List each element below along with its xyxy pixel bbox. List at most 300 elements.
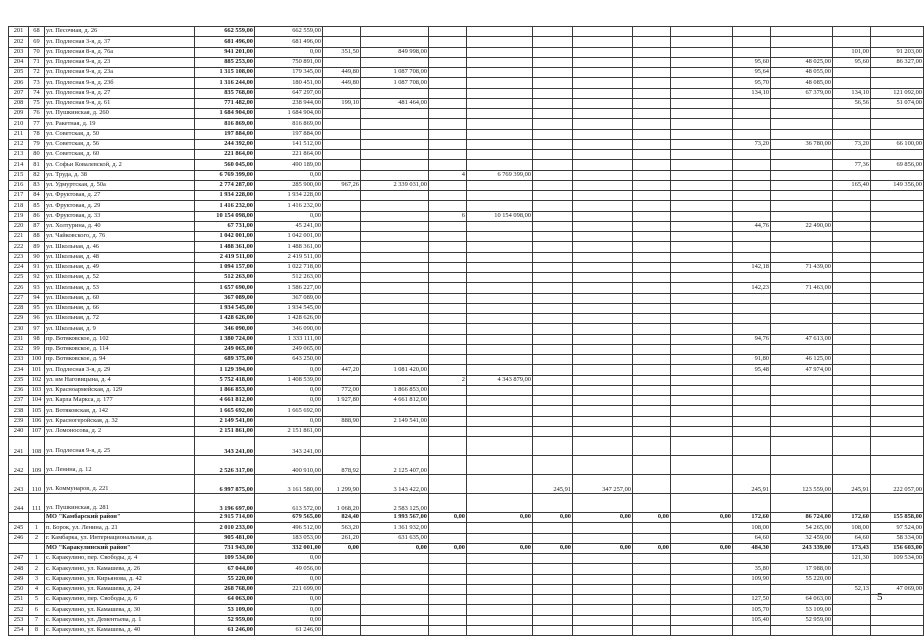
address-cell: МО "Камбарский район" [45, 513, 195, 523]
cost-col-6-cell: 1 068,20 [323, 494, 361, 513]
cost-col-12-cell [633, 334, 671, 344]
cost-col-10-cell [533, 625, 573, 635]
total-cost-cell: 268 768,00 [195, 584, 255, 594]
cost-col-10-cell [533, 37, 573, 47]
row-number-cell: 254 [9, 625, 29, 635]
cost-col-17-cell: 109 534,00 [871, 554, 924, 564]
table-row [9, 324, 924, 334]
cost-col-5-cell: 249 065,00 [255, 344, 323, 354]
cost-col-6-cell [323, 119, 361, 129]
cost-col-10-cell [533, 78, 573, 88]
cost-col-5-cell: 1 934 545,00 [255, 303, 323, 313]
cost-col-16-cell: 77,36 [833, 160, 871, 170]
cost-col-9-cell [467, 324, 533, 334]
cost-col-16-cell [833, 129, 871, 139]
cost-col-9-cell [467, 574, 533, 584]
cost-col-9-cell [467, 221, 533, 231]
cost-col-17-cell [871, 242, 924, 252]
cost-col-12-cell [633, 211, 671, 221]
total-cost-cell: 249 065,00 [195, 344, 255, 354]
cost-col-15-cell: 67 379,00 [771, 88, 833, 98]
cost-col-10-cell [533, 170, 573, 180]
row-number-cell: 237 [9, 396, 29, 406]
cost-col-15-cell: 55 220,00 [771, 574, 833, 584]
cost-col-12-cell [633, 523, 671, 533]
cost-col-10-cell [533, 324, 573, 334]
cost-col-13-cell [671, 273, 733, 283]
row-number-cell: 240 [9, 426, 29, 436]
cost-col-17-cell [871, 283, 924, 293]
cost-col-14-cell [733, 201, 771, 211]
total-cost-cell: 244 392,00 [195, 139, 255, 149]
cost-col-8-cell [429, 406, 467, 416]
cost-col-11-cell [573, 396, 633, 406]
cost-col-10-cell [533, 252, 573, 262]
cost-col-15-cell: 22 490,00 [771, 221, 833, 231]
cost-col-5-cell: 0,00 [255, 554, 323, 564]
cost-col-7-cell [361, 615, 429, 625]
table-row [9, 437, 924, 456]
cost-col-6-cell [323, 344, 361, 354]
cost-col-17-cell [871, 456, 924, 475]
cost-col-9-cell [467, 533, 533, 543]
total-cost-cell: 1 866 853,00 [195, 385, 255, 395]
row-number-cell: 207 [9, 88, 29, 98]
cost-col-10-cell [533, 47, 573, 57]
cost-col-9-cell [467, 242, 533, 252]
cost-col-12-cell [633, 47, 671, 57]
cost-col-14-cell [733, 554, 771, 564]
cost-col-9-cell [467, 396, 533, 406]
cost-col-10-cell [533, 584, 573, 594]
cost-col-5-cell: 179 345,00 [255, 68, 323, 78]
cost-col-8-cell [429, 554, 467, 564]
cost-col-11-cell [573, 385, 633, 395]
cost-col-13-cell [671, 437, 733, 456]
cost-col-16-cell [833, 605, 871, 615]
address-cell: ул. Школьная, д. 48 [45, 252, 195, 262]
cost-col-13-cell: 0,00 [671, 513, 733, 523]
item-number-cell: 95 [29, 303, 45, 313]
cost-col-11-cell [573, 252, 633, 262]
cost-col-8-cell [429, 262, 467, 272]
cost-col-17-cell: 66 100,00 [871, 139, 924, 149]
cost-col-16-cell [833, 625, 871, 635]
cost-col-9-cell [467, 57, 533, 67]
cost-col-5-cell: 496 512,00 [255, 523, 323, 533]
cost-col-10-cell [533, 293, 573, 303]
cost-col-10-cell [533, 385, 573, 395]
cost-col-14-cell: 95,64 [733, 68, 771, 78]
cost-col-17-cell: 91 203,00 [871, 47, 924, 57]
cost-col-11-cell [573, 615, 633, 625]
table-row [9, 355, 924, 365]
cost-col-5-cell: 238 944,00 [255, 98, 323, 108]
item-number-cell: 92 [29, 273, 45, 283]
cost-col-9-cell [467, 252, 533, 262]
address-cell: ул. Советская, д. 50 [45, 129, 195, 139]
cost-col-17-cell [871, 119, 924, 129]
cost-col-15-cell: 48 055,00 [771, 68, 833, 78]
row-number-cell: 211 [9, 129, 29, 139]
row-number-cell: 227 [9, 293, 29, 303]
cost-col-11-cell [573, 37, 633, 47]
table-row [9, 554, 924, 564]
cost-col-16-cell: 165,40 [833, 180, 871, 190]
cost-col-16-cell [833, 416, 871, 426]
cost-col-15-cell: 64 063,00 [771, 595, 833, 605]
address-cell: с. Каракулино, ул. Камашева, д. 40 [45, 625, 195, 635]
cost-col-8-cell [429, 191, 467, 201]
cost-col-10-cell [533, 129, 573, 139]
cost-col-5-cell: 2 419 511,00 [255, 252, 323, 262]
address-cell: ул. Чайковского, д. 76 [45, 232, 195, 242]
cost-col-15-cell: 243 339,00 [771, 543, 833, 553]
cost-col-7-cell [361, 283, 429, 293]
cost-col-11-cell [573, 437, 633, 456]
cost-col-6-cell [323, 314, 361, 324]
cost-col-11-cell [573, 426, 633, 436]
cost-col-8-cell [429, 475, 467, 494]
cost-col-10-cell [533, 334, 573, 344]
cost-col-17-cell [871, 437, 924, 456]
table-row [9, 57, 924, 67]
item-number-cell: 71 [29, 57, 45, 67]
cost-col-12-cell [633, 303, 671, 313]
cost-col-8-cell [429, 303, 467, 313]
cost-col-6-cell [323, 584, 361, 594]
cost-col-13-cell [671, 475, 733, 494]
cost-col-8-cell [429, 68, 467, 78]
cost-col-8-cell [429, 57, 467, 67]
cost-col-5-cell: 49 056,00 [255, 564, 323, 574]
row-number-cell: 244 [9, 494, 29, 513]
cost-col-11-cell: 347 257,00 [573, 475, 633, 494]
cost-col-12-cell [633, 57, 671, 67]
cost-col-12-cell [633, 68, 671, 78]
cost-col-5-cell: 346 090,00 [255, 324, 323, 334]
row-number-cell: 242 [9, 456, 29, 475]
cost-col-16-cell [833, 262, 871, 272]
cost-col-7-cell: 2 339 031,00 [361, 180, 429, 190]
table-row [9, 283, 924, 293]
cost-col-16-cell [833, 68, 871, 78]
cost-col-11-cell [573, 365, 633, 375]
cost-col-14-cell [733, 129, 771, 139]
cost-col-7-cell: 1 087 708,00 [361, 68, 429, 78]
address-cell: ул. Коммунаров, д. 221 [45, 475, 195, 494]
cost-col-7-cell [361, 375, 429, 385]
cost-col-11-cell [573, 170, 633, 180]
cost-col-6-cell: 878,92 [323, 456, 361, 475]
cost-col-13-cell [671, 293, 733, 303]
cost-col-15-cell [771, 170, 833, 180]
cost-col-7-cell [361, 88, 429, 98]
cost-col-9-cell [467, 595, 533, 605]
cost-col-5-cell: 180 451,00 [255, 78, 323, 88]
cost-col-11-cell [573, 523, 633, 533]
cost-col-5-cell: 0,00 [255, 396, 323, 406]
address-cell: с. Каракулино, ул. Дементьева, д. 1 [45, 615, 195, 625]
table-row [9, 605, 924, 615]
cost-col-11-cell [573, 564, 633, 574]
address-cell: г. Камбарка, ул. Интернациональная, д. [45, 533, 195, 543]
cost-col-6-cell [323, 375, 361, 385]
cost-col-8-cell [429, 574, 467, 584]
row-number-cell: 232 [9, 344, 29, 354]
cost-col-11-cell [573, 283, 633, 293]
row-number-cell: 228 [9, 303, 29, 313]
cost-col-6-cell [323, 232, 361, 242]
cost-col-16-cell [833, 314, 871, 324]
cost-col-8-cell [429, 150, 467, 160]
address-cell: ул. им Наговицына, д. 4 [45, 375, 195, 385]
cost-col-10-cell [533, 426, 573, 436]
item-number-cell: 70 [29, 47, 45, 57]
total-cost-cell: 816 869,00 [195, 119, 255, 129]
address-cell: ул. Школьная, д. 46 [45, 242, 195, 252]
total-cost-cell: 1 094 157,00 [195, 262, 255, 272]
cost-col-16-cell [833, 273, 871, 283]
cost-col-7-cell [361, 324, 429, 334]
cost-col-15-cell [771, 180, 833, 190]
item-number-cell: 101 [29, 365, 45, 375]
cost-col-12-cell [633, 324, 671, 334]
row-number-cell: 213 [9, 150, 29, 160]
cost-col-13-cell [671, 595, 733, 605]
cost-col-10-cell [533, 416, 573, 426]
cost-col-12-cell [633, 426, 671, 436]
item-number-cell: 76 [29, 109, 45, 119]
cost-col-8-cell [429, 494, 467, 513]
cost-col-14-cell [733, 456, 771, 475]
cost-col-10-cell [533, 375, 573, 385]
cost-col-10-cell [533, 533, 573, 543]
total-cost-cell: 2 915 714,00 [195, 513, 255, 523]
table-row [9, 564, 924, 574]
item-number-cell: 99 [29, 344, 45, 354]
cost-col-16-cell [833, 221, 871, 231]
cost-col-9-cell [467, 201, 533, 211]
cost-col-17-cell: 222 057,00 [871, 475, 924, 494]
cost-col-13-cell [671, 232, 733, 242]
cost-col-7-cell [361, 625, 429, 635]
cost-col-6-cell [323, 324, 361, 334]
row-number-cell [9, 513, 29, 523]
cost-col-7-cell: 481 464,00 [361, 98, 429, 108]
row-number-cell: 234 [9, 365, 29, 375]
item-number-cell: 107 [29, 426, 45, 436]
cost-col-15-cell [771, 160, 833, 170]
cost-col-10-cell [533, 355, 573, 365]
cost-col-5-cell: 1 586 227,00 [255, 283, 323, 293]
cost-col-6-cell: 449,80 [323, 78, 361, 88]
cost-col-16-cell [833, 324, 871, 334]
cost-col-10-cell [533, 554, 573, 564]
row-number-cell: 247 [9, 554, 29, 564]
cost-col-9-cell [467, 47, 533, 57]
cost-col-7-cell [361, 595, 429, 605]
address-cell: ул. Школьная, д. 72 [45, 314, 195, 324]
cost-col-10-cell [533, 109, 573, 119]
cost-col-17-cell: 149 356,00 [871, 180, 924, 190]
cost-col-16-cell [833, 293, 871, 303]
address-cell: ул. Карла Маркса, д. 177 [45, 396, 195, 406]
cost-col-8-cell [429, 27, 467, 37]
table-row [9, 191, 924, 201]
cost-col-12-cell [633, 314, 671, 324]
cost-col-5-cell: 1 665 692,00 [255, 406, 323, 416]
cost-col-15-cell: 53 109,00 [771, 605, 833, 615]
cost-col-14-cell [733, 385, 771, 395]
cost-col-9-cell [467, 109, 533, 119]
cost-col-8-cell [429, 396, 467, 406]
cost-col-16-cell [833, 406, 871, 416]
cost-col-13-cell: 0,00 [671, 543, 733, 553]
cost-col-10-cell [533, 303, 573, 313]
row-number-cell: 221 [9, 232, 29, 242]
cost-col-9-cell [467, 303, 533, 313]
cost-col-8-cell: 2 [429, 375, 467, 385]
cost-col-10-cell [533, 365, 573, 375]
table-row [9, 37, 924, 47]
table-row [9, 201, 924, 211]
item-number-cell: 83 [29, 180, 45, 190]
table-row [9, 406, 924, 416]
address-cell: с. Каракулино, ул. Кирьянова, д. 42 [45, 574, 195, 584]
item-number-cell: 85 [29, 201, 45, 211]
cost-col-12-cell [633, 78, 671, 88]
table-row [9, 150, 924, 160]
row-number-cell [9, 543, 29, 553]
cost-col-15-cell [771, 201, 833, 211]
cost-col-10-cell [533, 456, 573, 475]
cost-col-5-cell: 141 512,00 [255, 139, 323, 149]
cost-col-10-cell [533, 139, 573, 149]
cost-col-14-cell: 245,91 [733, 475, 771, 494]
cost-col-12-cell [633, 221, 671, 231]
cost-col-15-cell [771, 27, 833, 37]
item-number-cell: 104 [29, 396, 45, 406]
cost-col-13-cell [671, 303, 733, 313]
cost-col-9-cell [467, 494, 533, 513]
cost-col-5-cell: 367 089,00 [255, 293, 323, 303]
cost-col-8-cell [429, 119, 467, 129]
cost-col-15-cell [771, 406, 833, 416]
cost-col-14-cell [733, 494, 771, 513]
cost-col-16-cell: 172,60 [833, 513, 871, 523]
total-cost-cell: 53 109,00 [195, 605, 255, 615]
cost-col-15-cell [771, 396, 833, 406]
cost-col-16-cell [833, 232, 871, 242]
cost-col-8-cell [429, 615, 467, 625]
cost-col-13-cell [671, 170, 733, 180]
total-cost-cell: 2 149 541,00 [195, 416, 255, 426]
row-number-cell: 235 [9, 375, 29, 385]
row-number-cell: 201 [9, 27, 29, 37]
cost-col-8-cell [429, 273, 467, 283]
cost-col-14-cell [733, 98, 771, 108]
cost-col-10-cell: 245,91 [533, 475, 573, 494]
cost-col-14-cell: 91,80 [733, 355, 771, 365]
cost-col-7-cell [361, 139, 429, 149]
cost-col-14-cell [733, 375, 771, 385]
cost-col-8-cell [429, 129, 467, 139]
cost-col-13-cell [671, 57, 733, 67]
cost-col-7-cell [361, 293, 429, 303]
cost-col-12-cell [633, 365, 671, 375]
cost-col-5-cell: 0,00 [255, 170, 323, 180]
total-cost-cell: 1 488 361,00 [195, 242, 255, 252]
cost-col-5-cell: 0,00 [255, 416, 323, 426]
cost-col-10-cell [533, 211, 573, 221]
cost-col-10-cell [533, 344, 573, 354]
cost-col-5-cell: 45 241,00 [255, 221, 323, 231]
table-row [9, 160, 924, 170]
cost-col-14-cell: 44,76 [733, 221, 771, 231]
cost-col-13-cell [671, 242, 733, 252]
item-number-cell: 73 [29, 78, 45, 88]
cost-col-8-cell [429, 533, 467, 543]
address-cell: ул. Подлесная 9-я, д. 23 [45, 57, 195, 67]
address-cell: ул. Труда, д. 38 [45, 170, 195, 180]
item-number-cell: 2 [29, 564, 45, 574]
cost-col-12-cell [633, 625, 671, 635]
cost-col-10-cell [533, 68, 573, 78]
cost-col-5-cell: 1 022 718,00 [255, 262, 323, 272]
cost-col-5-cell: 1 934 228,00 [255, 191, 323, 201]
cost-col-17-cell [871, 129, 924, 139]
cost-col-12-cell [633, 533, 671, 543]
cost-col-9-cell [467, 68, 533, 78]
row-number-cell: 210 [9, 119, 29, 129]
cost-col-16-cell [833, 303, 871, 313]
cost-col-8-cell [429, 416, 467, 426]
cost-col-12-cell [633, 406, 671, 416]
item-number-cell: 72 [29, 68, 45, 78]
cost-col-13-cell [671, 252, 733, 262]
cost-col-10-cell [533, 221, 573, 231]
cost-col-13-cell [671, 201, 733, 211]
cost-col-6-cell [323, 221, 361, 231]
item-number-cell [29, 543, 45, 553]
item-number-cell: 110 [29, 475, 45, 494]
total-cost-cell: 835 768,00 [195, 88, 255, 98]
cost-col-15-cell [771, 150, 833, 160]
table-row [9, 170, 924, 180]
item-number-cell: 111 [29, 494, 45, 513]
cost-col-5-cell: 0,00 [255, 615, 323, 625]
cost-col-15-cell [771, 252, 833, 262]
cost-col-11-cell [573, 344, 633, 354]
cost-col-8-cell [429, 37, 467, 47]
cost-col-17-cell: 51 074,00 [871, 98, 924, 108]
address-cell: ул. Подлесная 9-я, д. 61 [45, 98, 195, 108]
cost-col-16-cell [833, 595, 871, 605]
cost-col-14-cell: 108,00 [733, 523, 771, 533]
cost-col-6-cell: 261,20 [323, 533, 361, 543]
cost-col-10-cell [533, 180, 573, 190]
cost-col-11-cell [573, 293, 633, 303]
address-cell: ул. Школьная, д. 66 [45, 303, 195, 313]
cost-col-17-cell [871, 344, 924, 354]
cost-col-11-cell [573, 47, 633, 57]
cost-col-17-cell [871, 191, 924, 201]
table-row [9, 385, 924, 395]
cost-col-9-cell [467, 129, 533, 139]
cost-col-10-cell: 0,00 [533, 513, 573, 523]
item-number-cell: 81 [29, 160, 45, 170]
